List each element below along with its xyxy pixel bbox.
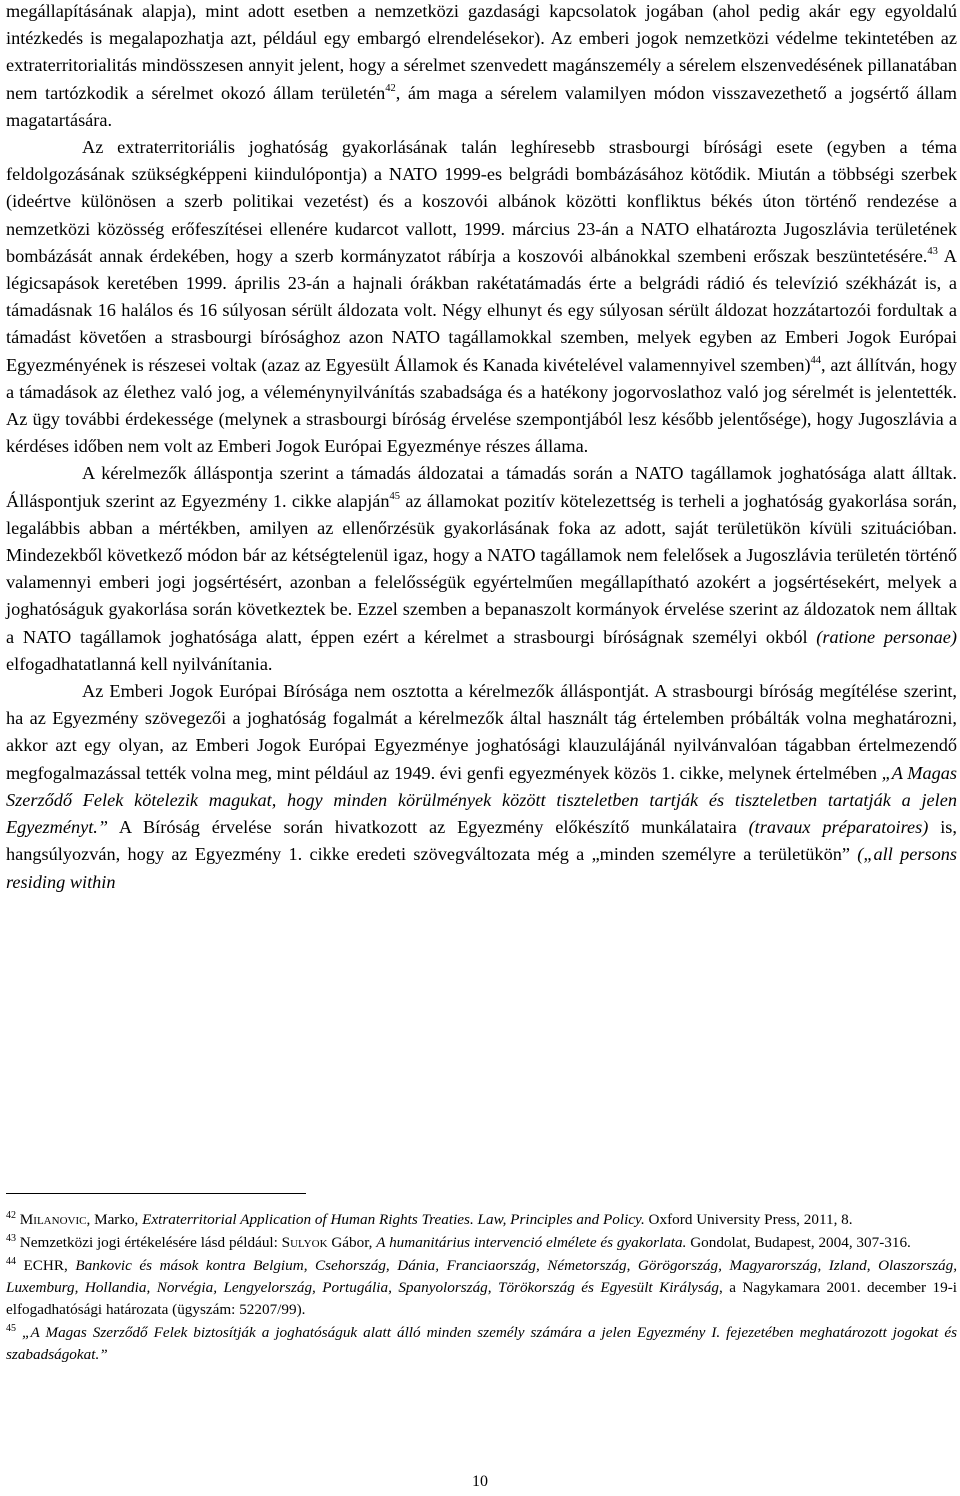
text-run: Gábor,: [327, 1234, 377, 1251]
italic-text: „A Magas Szerződő Felek biztosítják a joghatóságuk alatt álló minden személy számára a jelen Egyezmény I. fejezetében meghatározott jogokat és szabadságokat.”: [6, 1324, 957, 1363]
footnote-ref: 44: [6, 1256, 16, 1267]
italic-text: Extraterritorial Application of Human Rights Treaties. Law, Principles and Policy.: [142, 1211, 645, 1228]
text-run: , azt állítván, hogy a támadások az élethez való jog, a véleménynyilvánítás szabadsága és a hatékony jogorvoslathoz való jog sérelmét is jelentették. Az ügy további érdekessége (melynek a strasbourgi bíróság érvelése szempontjából lesz később jelentősége), hogy Jugoszlávia a kérdéses időben nem volt az Emberi Jogok Európai Egyezménye részes állama.: [6, 354, 957, 457]
text-run: az államokat pozitív kötelezettség is terheli a joghatóság gyakorlása során, legalábbis abban a mértékben, amilyen az ellenőrzésük gyakorlásának foka az adott, saját területükön kívüli szituációban. Mindezekből következő módon bár az kétségtelenül igaz, hogy a NATO tagállamok nem felelősek a Jugoszlávia területén történő valamennyi emberi jogi jogsértésért, azonban a felelősségük egyértelműen megállapítható azokért a jogsértésekért, melyek a joghatóságuk gyakorlása során következtek be. Ezzel szemben a bepanaszolt kormányok érvelése szerint az áldozatok nem álltak a NATO tagállamok joghatósága alatt, éppen ezért a kérelmet a strasbourgi bíróságnak személyi okból: [6, 490, 957, 647]
text-run: , ám maga a sérelem valamilyen módon visszavezethető a jogsértő állam magatartására.: [6, 82, 957, 130]
italic-text: A humanitárius intervenció elmélete és gyakorlata.: [376, 1234, 687, 1251]
paragraph: [6, 678, 957, 896]
paragraph: [6, 0, 957, 134]
text-run: megállapításának alapja), mint adott esetben a nemzetközi gazdasági kapcsolatok jogában (ahol pedig akár egy egyoldalú intézkedés is megalapozhatja azt, például egy embargó elrendelésekor). Az emberi jogok nemzetközi védelme tekintetében az extraterritorialitás mindösszesen annyit jelent, hogy a sérelmet szenvedett magánszemély a sérelem elszenvedésének pillanatában nem tartózkodik a sérelmet okozó állam területén: [6, 1, 957, 103]
footnote-ref: 42: [385, 82, 396, 94]
text-run: elfogadhatatlanná kell nyilvánítania.: [6, 653, 273, 674]
footnote-separator: [6, 1193, 306, 1194]
footnote-ref: 43: [6, 1233, 16, 1244]
italic-text: („all persons residing within: [6, 844, 957, 892]
text-run: Az extraterritoriális joghatóság gyakorlásának talán leghíresebb strasbourgi bírósági esete (egyben a téma feldolgozásának szükségképpeni kiindulópontja) a NATO 1999-es belgrádi bombázásához kötődik. Miután a többségi szerbek (ideértve különösen a szerb politikai vezetést) és a koszovói albánok közötti konfliktus békés úton történő rendezése a nemzetközi közösség erőfeszítései ellenére kudarcot vallott, 1999. március 23-án a NATO elhatározta Jugoszlávia területének bombázását annak érdekében, hogy a szerb kormányzatot rábírja a koszovói albánokkal szembeni erőszak beszüntetésére.: [6, 137, 957, 266]
paragraph: [6, 460, 957, 678]
page-number: 10: [472, 1473, 488, 1490]
text-run: Gondolat, Budapest, 2004, 307-316.: [686, 1234, 911, 1251]
footnote-ref: 45: [389, 490, 401, 502]
footnotes: [6, 1209, 957, 1367]
text-run: Az Emberi Jogok Európai Bírósága nem osztotta a kérelmezők álláspontját. A strasbourgi bíróság megítélése szerint, ha az Egyezmény szövegezői a joghatóság fogalmát a kérelmezők által használt tág értelemben próbálták volna meghatározni, akkor azt egy olyan, az Emberi Jogok Európai Egyezménye joghatósági klauzulájánál nyilvánvalóan tágabban értelmezendő megfogalmazással tették volna meg, mint például az 1949. évi genfi egyezmények közös 1. cikke, melynek értelmében: [6, 681, 957, 783]
italic-text: (ratione personae): [816, 626, 957, 647]
text-run: A Bíróság érvelése során hivatkozott az Egyezmény előkészítő munkálataira: [108, 817, 749, 838]
footnote: [6, 1209, 957, 1231]
text-run: Nemzetközi jogi értékelésére lásd például:: [16, 1234, 282, 1251]
text-run: Oxford University Press, 2011, 8.: [644, 1211, 853, 1228]
text-run: A kérelmezők álláspontja szerint a támadás áldozatai a támadás során a NATO tagállamok joghatósága alatt álltak. Álláspontjuk szerint az Egyezmény 1. cikke alapján: [6, 463, 957, 511]
footnote: [6, 1232, 957, 1254]
italic-text: (travaux préparatoires): [748, 817, 929, 838]
author-name: Sulyok: [281, 1234, 328, 1251]
footnote-ref: 45: [6, 1323, 16, 1334]
italic-text: Bankovic és mások kontra Belgium, Csehország, Dánia, Franciaország, Németország, Görögország, Magyarország, Izland, Olaszország, Luxemburg, Hollandia, Norvégia, Lengyelország, Portugália, Spanyolország, Törökország és Egyesült Királyság: [6, 1257, 957, 1296]
italic-text: „A Magas Szerződő Felek kötelezik magukat, hogy minden körülmények között tiszteletben tartják és tiszteletben tartatják a jelen Egyezményt.”: [6, 762, 957, 838]
footnote-ref: 42: [6, 1210, 16, 1221]
footnote: [6, 1255, 957, 1321]
footnote: [6, 1322, 957, 1366]
footnote-ref: 43: [927, 245, 938, 257]
text-run: , a Nagykamara 2001. december 19-i elfogadhatósági határozata (ügyszám: 52207/99).: [6, 1279, 957, 1318]
text-run: , Marko,: [86, 1211, 143, 1228]
text-run: A légicsapások keretében 1999. április 23-án a hajnali órákban rakétatámadás érte a belgrádi rádió és televízió székházát is, a támadásnak 16 halálos és 16 súlyosan sérült áldozata volt. Négy elhunyt és egy súlyosan sérült áldozat hozzátartozói fordultak a támadást követően a strasbourgi bírósághoz azon NATO tagállamokkal szemben, melyek egyben az Emberi Jogok Európai Egyezményének is részesei voltak (azaz az Egyesült Államok és Kanada kivételével valamennyivel szemben): [6, 245, 958, 375]
main-text: [6, 0, 957, 896]
footnote-ref: 44: [810, 354, 822, 366]
text-run: ECHR,: [16, 1257, 76, 1274]
paragraph: [6, 134, 957, 460]
author-name: Milanovic: [19, 1211, 87, 1228]
text-run: is, hangsúlyozván, hogy az Egyezmény 1. cikke eredeti szövegváltozata még a „minden személyre a területükön”: [6, 817, 957, 865]
